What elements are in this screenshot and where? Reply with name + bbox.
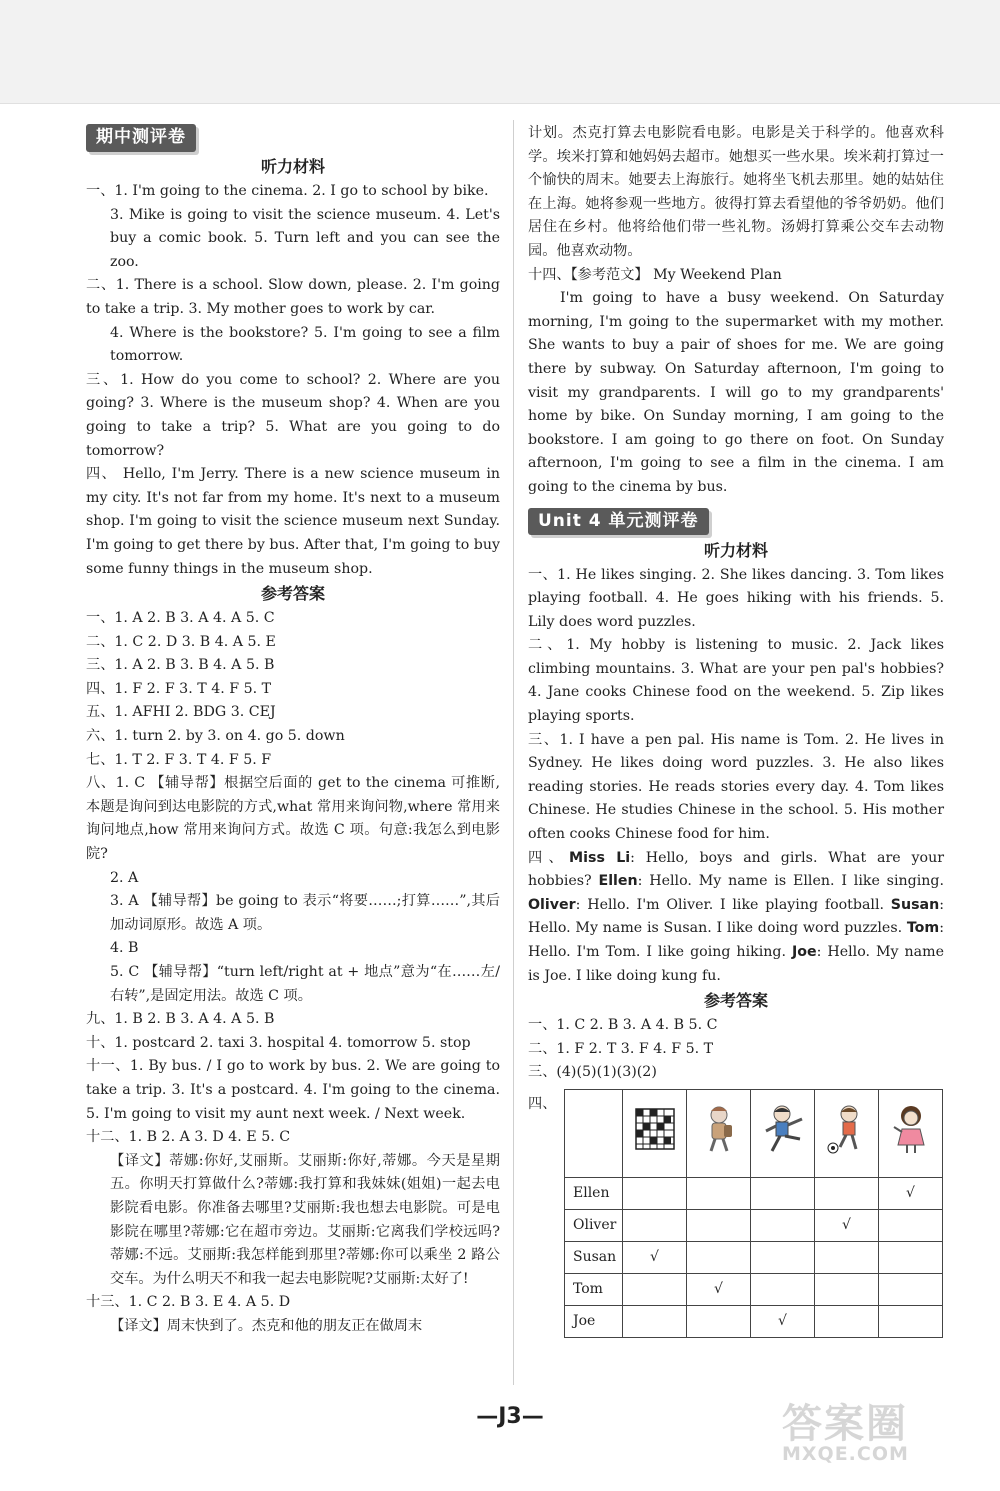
speaker-line: : Hello. I'm Tom. I like going hiking. — [528, 920, 944, 960]
table-row — [565, 1305, 943, 1337]
dialogue-label: 四、 — [528, 849, 570, 866]
answers-title: 参考答案 — [260, 584, 325, 604]
top-band — [0, 0, 1000, 104]
text-line: 4. Where is the bookstore? 5. I'm going to see a film tomorrow. — [110, 324, 500, 365]
table-label: 四、 — [528, 1095, 557, 1112]
text-line: 五、1. AFHI 2. BDG 3. CEJ — [86, 704, 276, 721]
check-cell — [815, 1305, 879, 1337]
table-row — [565, 1273, 943, 1305]
text-line: 4. B — [110, 940, 139, 957]
text-line: 九、1. B 2. B 3. A 4. A 5. B — [86, 1011, 275, 1028]
crossword-puzzle-icon — [623, 1089, 687, 1177]
speaker-name: Susan — [890, 896, 940, 913]
table-row — [565, 1241, 943, 1273]
check-cell — [687, 1305, 751, 1337]
unit4-listening-title: 听力材料 — [703, 540, 768, 560]
left-column — [86, 122, 500, 1339]
table-corner — [565, 1089, 623, 1177]
check-cell — [623, 1305, 687, 1337]
speaker-line: : Hello. I'm Oliver. I like playing football. — [575, 896, 891, 913]
check-cell — [751, 1273, 815, 1305]
check-cell — [751, 1209, 815, 1241]
row-name: Ellen — [565, 1177, 623, 1209]
check-cell — [687, 1177, 751, 1209]
unit4-listening-material — [528, 564, 944, 847]
check-cell — [751, 1241, 815, 1273]
check-cell: √ — [815, 1209, 879, 1241]
row-name: Joe — [565, 1305, 623, 1337]
text-line: 十三、1. C 2. B 3. E 4. A 5. D — [86, 1294, 291, 1311]
check-cell — [623, 1177, 687, 1209]
essay-heading — [528, 264, 944, 288]
midterm-badge: 期中测评卷 — [86, 124, 196, 152]
speaker-name: Miss Li — [569, 849, 631, 866]
right-column — [528, 122, 944, 1338]
speaker-line: : Hello. My name is Joe. I like doing kung fu. — [528, 944, 944, 984]
text-line: 十二、1. B 2. A 3. D 4. E 5. C — [86, 1129, 291, 1146]
watermark-url: MXQE.COM — [782, 1443, 909, 1465]
text-line: 一、1. A 2. B 3. A 4. A 5. C — [86, 610, 275, 627]
text-line: 二、1. My hobby is listening to music. 2. Jack likes climbing mountains. 3. What are your pen pal's hobbies? 4. Jane cooks Chinese food on the weekend. 5. Zip likes playing sports. — [528, 637, 944, 725]
table-row — [565, 1177, 943, 1209]
check-cell — [879, 1305, 943, 1337]
text-line: 2. A — [110, 869, 139, 886]
check-cell — [687, 1241, 751, 1273]
hiking-child-icon — [687, 1089, 751, 1177]
text-line: 三、1. A 2. B 3. B 4. A 5. B — [86, 657, 275, 674]
singing-girl-icon — [879, 1089, 943, 1177]
text-line: 二、1. F 2. T 3. F 4. F 5. T — [528, 1040, 714, 1057]
essay-body: I'm going to have a busy weekend. On Saturday morning, I'm going to the supermarket with my mother. She wants to buy a pair of shoes for me. We are going there by subway. On Saturday afternoon, I'm going to visit my grandparents. I will go to my grandparents' home by bike. On Sunday morning, I am going to the bookstore. I am going to go there on foot. On Sunday afternoon, I'm going to see a film in the cinema. I am going to the cinema by bus. — [528, 290, 944, 495]
row-name: Tom — [565, 1273, 623, 1305]
translation-continued: 计划。杰克打算去电影院看电影。电影是关于科学的。他喜欢科学。埃米打算和她妈妈去超市。她想买一些水果。埃米莉打算过一个愉快的周末。她要去上海旅行。她将坐飞机去那里。她的姑姑住在上海。她将参观一些地方。彼得打算去看望他的爷爷奶奶。他们居住在乡村。他将给他们带一些礼物。汤姆打算乘公交车去动物园。他喜欢动物。 — [528, 125, 944, 259]
listening-material — [86, 180, 500, 581]
text-line: 三、1. How do you come to school? 2. Where are you going? 3. Where is the museum shop? 4. When are you going to take a trip? 5. What are you going to do tomorrow? — [86, 371, 500, 459]
text-line: 一、1. He likes singing. 2. She likes dancing. 3. Tom likes playing football. 4. He goes hiking with his friends. 5. Lily does word puzzles. — [528, 566, 944, 630]
text-line: 七、1. T 2. F 3. T 4. F 5. F — [86, 751, 272, 768]
speaker-line: : Hello. My name is Ellen. I like singing. — [637, 873, 944, 890]
text-line: 十、1. postcard 2. taxi 3. hospital 4. tomorrow 5. stop — [86, 1034, 471, 1051]
football-child-icon — [815, 1089, 879, 1177]
essay-title: My Weekend Plan — [653, 266, 782, 283]
text-line: 十一、1. By bus. / I go to work by bus. 2. We are going to take a trip. 3. It's a postcard. 4. I'm going to the cinema. 5. I'm going to visit my aunt next week. / Next week. — [86, 1058, 500, 1122]
watermark-text: 答案圈 — [782, 1401, 908, 1447]
text-line: 3. A 【辅导帮】be going to 表示“将要……;打算……”,其后加动词原形。故选 A 项。 — [110, 893, 500, 933]
speaker-line: : Hello. My name is Susan. I like doing word puzzles. — [528, 896, 944, 937]
dialogue — [528, 847, 944, 989]
text-line: 3. Mike is going to visit the science museum. 4. Let's buy a comic book. 5. Turn left and you can see the zoo. — [110, 206, 500, 270]
row-name: Susan — [565, 1241, 623, 1273]
speaker-name: Ellen — [598, 873, 638, 890]
table-row — [565, 1209, 943, 1241]
page-number: —J3— — [476, 1404, 544, 1429]
text-line: 三、1. I have a pen pal. His name is Tom. 2. He lives in Sydney. He likes doing word puzzles. 3. He also likes reading stories. He reads stories every day. 4. Tom likes Chinese. He studies Chinese in the school. 5. His mother often cooks Chinese food for him. — [528, 731, 944, 843]
text-line: 四、 Hello, I'm Jerry. There is a new science museum in my city. It's not far from my home. It's next to a museum shop. I'm going to visit the science museum next Sunday. I'm going to get there by bus. After that, I'm going to buy some funny things in the museum shop. — [86, 466, 500, 577]
watermark — [782, 1392, 909, 1465]
check-cell: √ — [751, 1305, 815, 1337]
kung-fu-child-icon — [751, 1089, 815, 1177]
essay-label: 十四、【参考范文】 — [528, 266, 649, 283]
check-cell — [815, 1273, 879, 1305]
text-line: 二、1. There is a school. Slow down, please. 2. I'm going to take a trip. 3. My mother goes to work by car. — [86, 277, 500, 317]
speaker-name: Joe — [791, 944, 817, 960]
speaker-name: Oliver — [528, 896, 576, 913]
text-line: 三、(4)(5)(1)(3)(2) — [528, 1064, 657, 1081]
check-cell — [879, 1241, 943, 1273]
text-line: 八、1. C 【辅导帮】根据空后面的 get to the cinema 可推断,本题是询问到达电影院的方式,what 常用来询问物,where 常用来询问地点,how 常用来询问方式。故选 C 项。句意:我怎么到电影院? — [86, 775, 500, 863]
check-cell: √ — [687, 1273, 751, 1305]
unit4-badge: Unit 4 单元测评卷 — [528, 508, 709, 536]
text-line: 【译文】周末快到了。杰克和他的朋友正在做周末 — [110, 1317, 423, 1334]
text-line: 六、1. turn 2. by 3. on 4. go 5. down — [86, 728, 345, 745]
text-line: 四、1. F 2. F 3. T 4. F 5. T — [86, 680, 272, 697]
check-cell: √ — [623, 1241, 687, 1273]
column-divider — [513, 120, 514, 1385]
text-line: 5. C 【辅导帮】“turn left/right at + 地点”意为“在……左/右转”,是固定用法。故选 C 项。 — [110, 964, 500, 1004]
check-cell — [623, 1209, 687, 1241]
check-cell — [687, 1209, 751, 1241]
text-line: 一、1. C 2. B 3. A 4. B 5. C — [528, 1017, 718, 1034]
unit4-answers-title: 参考答案 — [703, 991, 768, 1011]
check-cell — [879, 1273, 943, 1305]
hobby-table — [564, 1089, 943, 1338]
check-cell — [815, 1177, 879, 1209]
text-line: 【译文】蒂娜:你好,艾丽斯。艾丽斯:你好,蒂娜。今天是星期五。你明天打算做什么?蒂娜:我打算和我妹妹(姐姐)一起去电影院看电影。你准备去哪里?艾丽斯:我也想去电影院。可是电影院在哪里?蒂娜:它在超市旁边。艾丽斯:它离我们学校远吗?蒂娜:不远。艾丽斯:我怎样能到那里?蒂娜:你可以乘坐 2 路公交车。为什么明天不和我一起去电影院呢?艾丽斯:太好了! — [110, 1152, 500, 1287]
check-cell: √ — [879, 1177, 943, 1209]
check-cell — [815, 1241, 879, 1273]
text-line: 一、1. I'm going to the cinema. 2. I go to school by bike. — [86, 183, 489, 199]
unit4-answer-key — [528, 1014, 944, 1085]
answer-key — [86, 607, 500, 1338]
check-cell — [879, 1209, 943, 1241]
listening-title: 听力材料 — [260, 157, 325, 176]
check-cell — [751, 1177, 815, 1209]
text-line: 二、1. C 2. D 3. B 4. A 5. E — [86, 633, 276, 650]
row-name: Oliver — [565, 1209, 623, 1241]
check-cell — [623, 1273, 687, 1305]
speaker-line: : Hello, boys and girls. What are your hobbies? — [528, 849, 944, 890]
speaker-name: Tom — [906, 920, 940, 937]
